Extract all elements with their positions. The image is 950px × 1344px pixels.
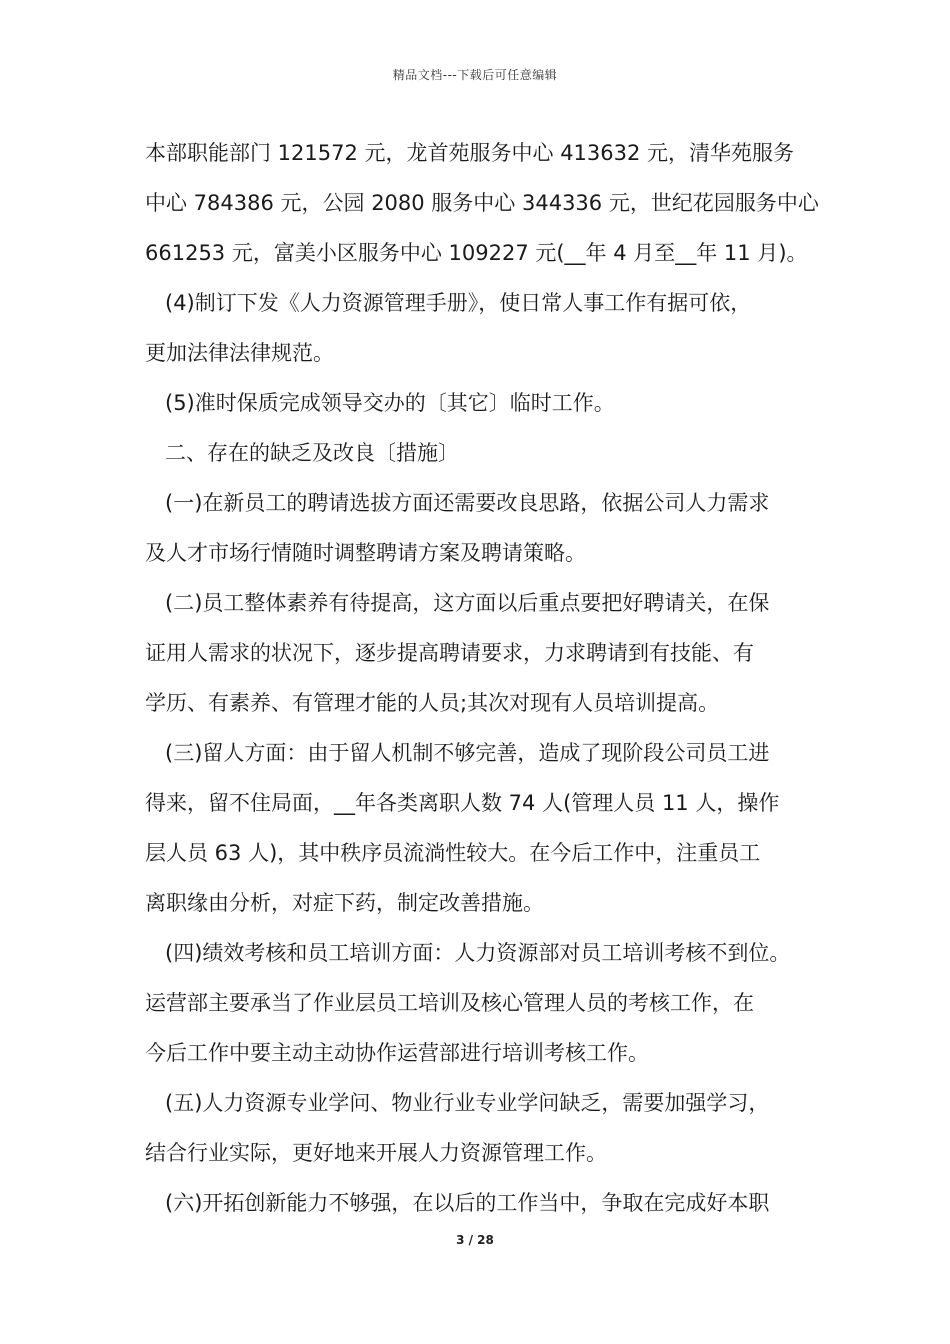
page-number: 3 / 28	[456, 1233, 494, 1247]
paragraph-line: 本部职能部门 121572 元，龙首苑服务中心 413632 元，清华苑服务	[145, 141, 795, 165]
section-heading: 二、存在的缺乏及改良〔措施〕	[165, 441, 459, 465]
paragraph-line: 中心 784386 元，公园 2080 服务中心 344336 元，世纪花园服务中心	[145, 191, 819, 215]
paragraph-line: (二)员工整体素养有待提高，这方面以后重点要把好聘请关，在保	[165, 591, 770, 615]
paragraph-line: (五)人力资源专业学问、物业行业专业学问缺乏，需要加强学习，	[165, 1091, 770, 1115]
document-body	[145, 128, 825, 1228]
paragraph-line: 证用人需求的状况下，逐步提高聘请要求，力求聘请到有技能、有	[145, 641, 754, 665]
paragraph-line: (5)准时保质完成领导交办的〔其它〕临时工作。	[165, 391, 615, 415]
paragraph-line: (六)开拓创新能力不够强，在以后的工作当中，争取在完成好本职	[165, 1191, 770, 1215]
paragraph-line: 及人才市场行情随时调整聘请方案及聘请策略。	[145, 541, 586, 565]
page-header: 精品文档---下载后可任意编辑	[392, 68, 558, 82]
paragraph-line: (4)制订下发《人力资源管理手册》，使日常人事工作有据可依，	[165, 291, 752, 315]
paragraph-line: 今后工作中要主动主动协作运营部进行培训考核工作。	[145, 1041, 649, 1065]
paragraph-line: (一)在新员工的聘请选拔方面还需要改良思路，依据公司人力需求	[165, 491, 770, 515]
paragraph-line: 661253 元，富美小区服务中心 109227 元(__年 4 月至__年 11 月)。	[145, 241, 808, 265]
paragraph-line: 学历、有素养、有管理才能的人员;其次对现有人员培训提高。	[145, 691, 720, 715]
paragraph-line: (三)留人方面：由于留人机制不够完善，造成了现阶段公司员工进	[165, 741, 770, 765]
paragraph-line: 更加法律法律规范。	[145, 341, 334, 365]
paragraph-line: (四)绩效考核和员工培训方面：人力资源部对员工培训考核不到位。	[165, 941, 791, 965]
paragraph-line: 离职缘由分析，对症下药，制定改善措施。	[145, 891, 544, 915]
paragraph-line: 得来，留不住局面，__年各类离职人数 74 人(管理人员 11 人，操作	[145, 791, 780, 815]
paragraph-line: 层人员 63 人)，其中秩序员流淌性较大。在今后工作中，注重员工	[145, 841, 761, 865]
paragraph-line: 结合行业实际，更好地来开展人力资源管理工作。	[145, 1141, 607, 1165]
paragraph-line: 运营部主要承当了作业层员工培训及核心管理人员的考核工作，在	[145, 991, 754, 1015]
